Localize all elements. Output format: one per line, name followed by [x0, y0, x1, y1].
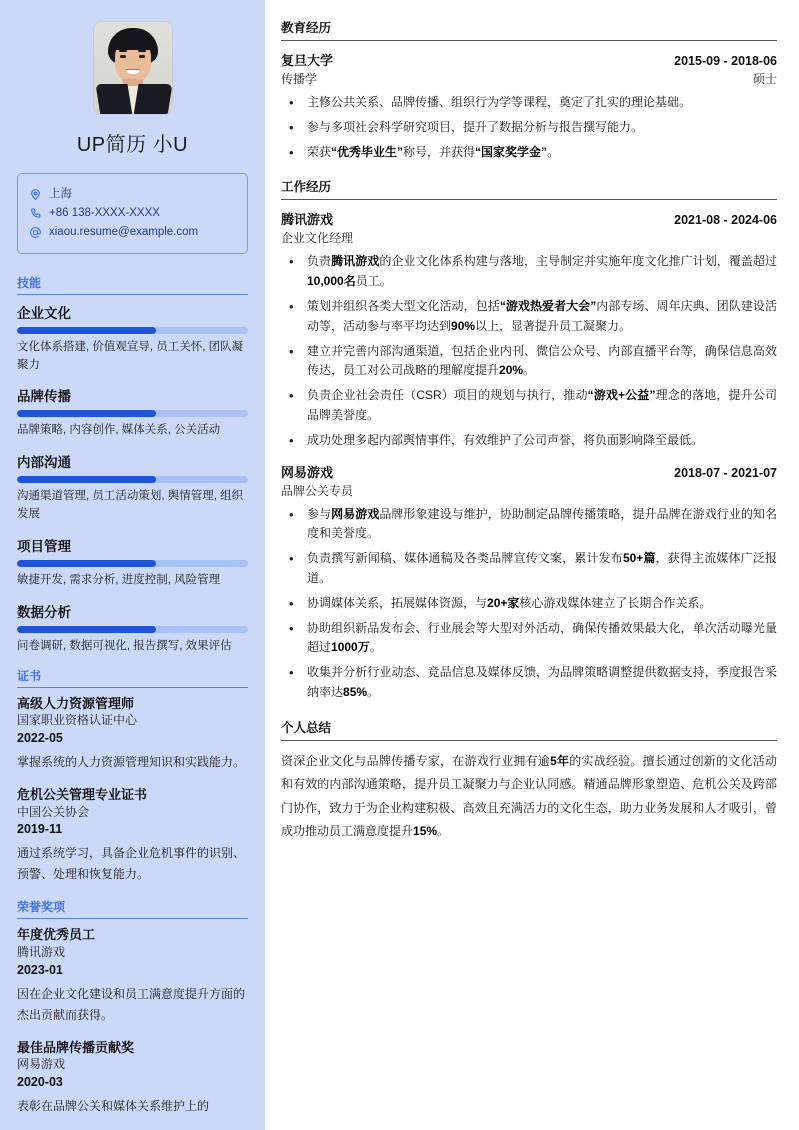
- education-date: 2015-09 - 2018-06: [674, 54, 777, 68]
- award-date: 2023-01: [17, 962, 63, 977]
- certificate-description: 通过系统学习，具备企业危机事件的识别、预警、处理和恢复能力。: [17, 846, 246, 882]
- skill-item: [17, 601, 248, 656]
- section-heading-work: 工作经历: [281, 177, 777, 200]
- skill-item: [17, 385, 248, 440]
- skill-description: 沟通渠道管理, 员工活动策划, 舆情管理, 组织发展: [17, 490, 244, 521]
- skill-description: 品牌策略, 内容创作, 媒体关系, 公关活动: [17, 424, 221, 437]
- bullet-item: • 策划并组织各类大型文化活动，包括“游戏热爱者大会”内部专场、周年庆典、团队建设活动等，活动参与率平均达到90%以上，显著提升员工凝聚力。: [281, 297, 777, 337]
- skill-item: [17, 302, 248, 375]
- bullet-item: • 负责腾讯游戏的企业文化体系构建与落地，主导制定并实施年度文化推广计划，覆盖超过10,000名员工。: [281, 252, 777, 292]
- skill-level-bar: [17, 476, 248, 483]
- contact-location-text: 上海: [49, 188, 72, 200]
- section-heading-awards: 荣誉奖项: [17, 898, 248, 919]
- award-org: 网易游戏: [17, 1057, 66, 1072]
- work-date: 2018-07 - 2021-07: [674, 465, 777, 480]
- email-at-icon: [29, 226, 42, 239]
- contact-box: [17, 173, 248, 254]
- work-company: 网易游戏: [281, 464, 334, 480]
- education-entry: [281, 50, 777, 162]
- skill-name: 品牌传播: [17, 389, 71, 405]
- work-bullets: [281, 252, 777, 450]
- award-org: 腾讯游戏: [17, 944, 66, 959]
- contact-item-phone: [29, 206, 236, 221]
- work-company: 腾讯游戏: [281, 212, 334, 228]
- bullet-item: • 协调媒体关系，拓展媒体资源，与20+家核心游戏媒体建立了长期合作关系。: [281, 594, 777, 614]
- award-title: 最佳品牌传播贡献奖: [17, 1039, 135, 1055]
- certificate-org: 中国公关协会: [17, 804, 90, 819]
- main-content: [265, 0, 799, 1130]
- phone-icon: [29, 207, 42, 220]
- skill-level-bar: [17, 560, 248, 567]
- section-personal-summary: [281, 718, 777, 844]
- bullet-item: • 参与网易游戏品牌形象建设与维护，协助制定品牌传播策略，提升品牌在游戏行业的知名度和美誉度。: [281, 505, 777, 545]
- certificate-title: 高级人力资源管理师: [17, 695, 135, 711]
- certificate-description: 掌握系统的人力资源管理知识和实践能力。: [17, 754, 246, 769]
- contact-phone-text: +86 138-XXXX-XXXX: [49, 206, 160, 219]
- education-bullets: [281, 93, 777, 162]
- certificate-date: 2022-05: [17, 730, 63, 745]
- skill-level-fill: [17, 560, 156, 567]
- certificate-title: 危机公关管理专业证书: [17, 786, 148, 802]
- bullet-item: • 成功处理多起内部舆情事件，有效维护了公司声誉，将负面影响降至最低。: [281, 431, 777, 451]
- skill-name: 项目管理: [17, 538, 71, 554]
- skill-description: 问卷调研, 数据可视化, 报告撰写, 效果评估: [17, 639, 232, 652]
- certificate-date: 2019-11: [17, 822, 63, 837]
- skill-item: [17, 535, 248, 590]
- skill-description: 敏捷开发, 需求分析, 进度控制, 风险管理: [17, 573, 221, 586]
- skill-level-fill: [17, 476, 156, 483]
- bullet-item: • 协助组织新品发布会、行业展会等大型对外活动，确保传播效果最大化，单次活动曝光量超过1000万。: [281, 619, 777, 659]
- contact-item-location: [29, 187, 236, 202]
- contact-email-text: xiaou.resume@example.com: [49, 225, 199, 238]
- bullet-item: • 参与多项社会科学研究项目，提升了数据分析与报告撰写能力。: [281, 118, 777, 138]
- section-heading-summary: 个人总结: [281, 718, 777, 741]
- work-entry: [281, 209, 777, 450]
- work-entry: [281, 462, 777, 703]
- bullet-item: • 负责企业社会责任（CSR）项目的规划与执行，推动“游戏+公益”理念的落地，提升公司品牌美誉度。: [281, 386, 777, 426]
- skills-list: [17, 302, 248, 656]
- bullet-item: • 主修公共关系、品牌传播、组织行为学等课程，奠定了扎实的理论基础。: [281, 93, 777, 113]
- award-item: [17, 1039, 248, 1117]
- award-description: 表彰在品牌公关和媒体关系维护上的: [17, 1099, 210, 1114]
- work-role: 品牌公关专员: [281, 483, 354, 498]
- certificate-item: [17, 695, 248, 773]
- section-education: [281, 18, 777, 162]
- education-school: 复旦大学: [281, 53, 334, 68]
- section-heading-skills: 技能: [17, 274, 248, 295]
- skill-level-bar: [17, 327, 248, 334]
- bullet-item: • 负责撰写新闻稿、媒体通稿及各类品牌宣传文案，累计发布50+篇，获得主流媒体广泛报道。: [281, 549, 777, 589]
- skill-name: 企业文化: [17, 305, 71, 321]
- award-title: 年度优秀员工: [17, 927, 96, 943]
- location-pin-icon: [29, 188, 42, 201]
- summary-text: 资深企业文化与品牌传播专家，在游戏行业拥有逾5年的实战经验。擅长通过创新的文化活动和有效的内部沟通策略，提升员工凝聚力与企业认同感。精通品牌形象塑造、危机公关及跨部门协作，致力于为企业构建积极、高效且充满活力的文化生态，助力业务发展和人才吸引，曾成功推动员工满意度提升15%。: [281, 753, 777, 838]
- bullet-item: • 荣获“优秀毕业生”称号，并获得“国家奖学金”。: [281, 143, 777, 163]
- work-date: 2021-08 - 2024-06: [674, 213, 777, 228]
- education-degree: 硕士: [752, 72, 777, 86]
- bullet-item: • 建立并完善内部沟通渠道，包括企业内刊、微信公众号、内部直播平台等，确保信息高效传达，员工对公司战略的理解度提升20%。: [281, 342, 777, 382]
- skill-item: [17, 451, 248, 524]
- sidebar: [0, 0, 265, 1130]
- award-description: 因在企业文化建设和员工满意度提升方面的杰出贡献而获得。: [17, 986, 246, 1022]
- skill-description: 文化体系搭建, 价值观宣导, 员工关怀, 团队凝聚力: [17, 340, 244, 371]
- avatar-photo: [94, 22, 172, 114]
- contact-item-email: [29, 225, 236, 240]
- certificates-list: [17, 695, 248, 886]
- skill-level-fill: [17, 327, 156, 334]
- certificate-item: [17, 786, 248, 885]
- work-bullets: [281, 505, 777, 703]
- skill-level-bar: [17, 410, 248, 417]
- awards-list: [17, 926, 248, 1117]
- skill-level-bar: [17, 626, 248, 633]
- section-heading-certificates: 证书: [17, 667, 248, 688]
- certificate-org: 国家职业资格认证中心: [17, 713, 138, 728]
- award-item: [17, 926, 248, 1025]
- skill-level-fill: [17, 410, 156, 417]
- skill-name: 内部沟通: [17, 455, 71, 471]
- skill-level-fill: [17, 626, 156, 633]
- bullet-item: • 收集并分析行业动态、竞品信息及媒体反馈，为品牌策略调整提供数据支持，季度报告采纳率达85%。: [281, 663, 777, 703]
- candidate-name: UP简历 小U: [76, 134, 189, 156]
- education-major: 传播学: [281, 72, 318, 86]
- section-work-experience: [281, 177, 777, 702]
- skill-name: 数据分析: [17, 604, 71, 620]
- award-date: 2020-03: [17, 1075, 63, 1090]
- section-heading-education: 教育经历: [281, 18, 777, 41]
- work-role: 企业文化经理: [281, 231, 354, 246]
- avatar-container: [17, 22, 248, 114]
